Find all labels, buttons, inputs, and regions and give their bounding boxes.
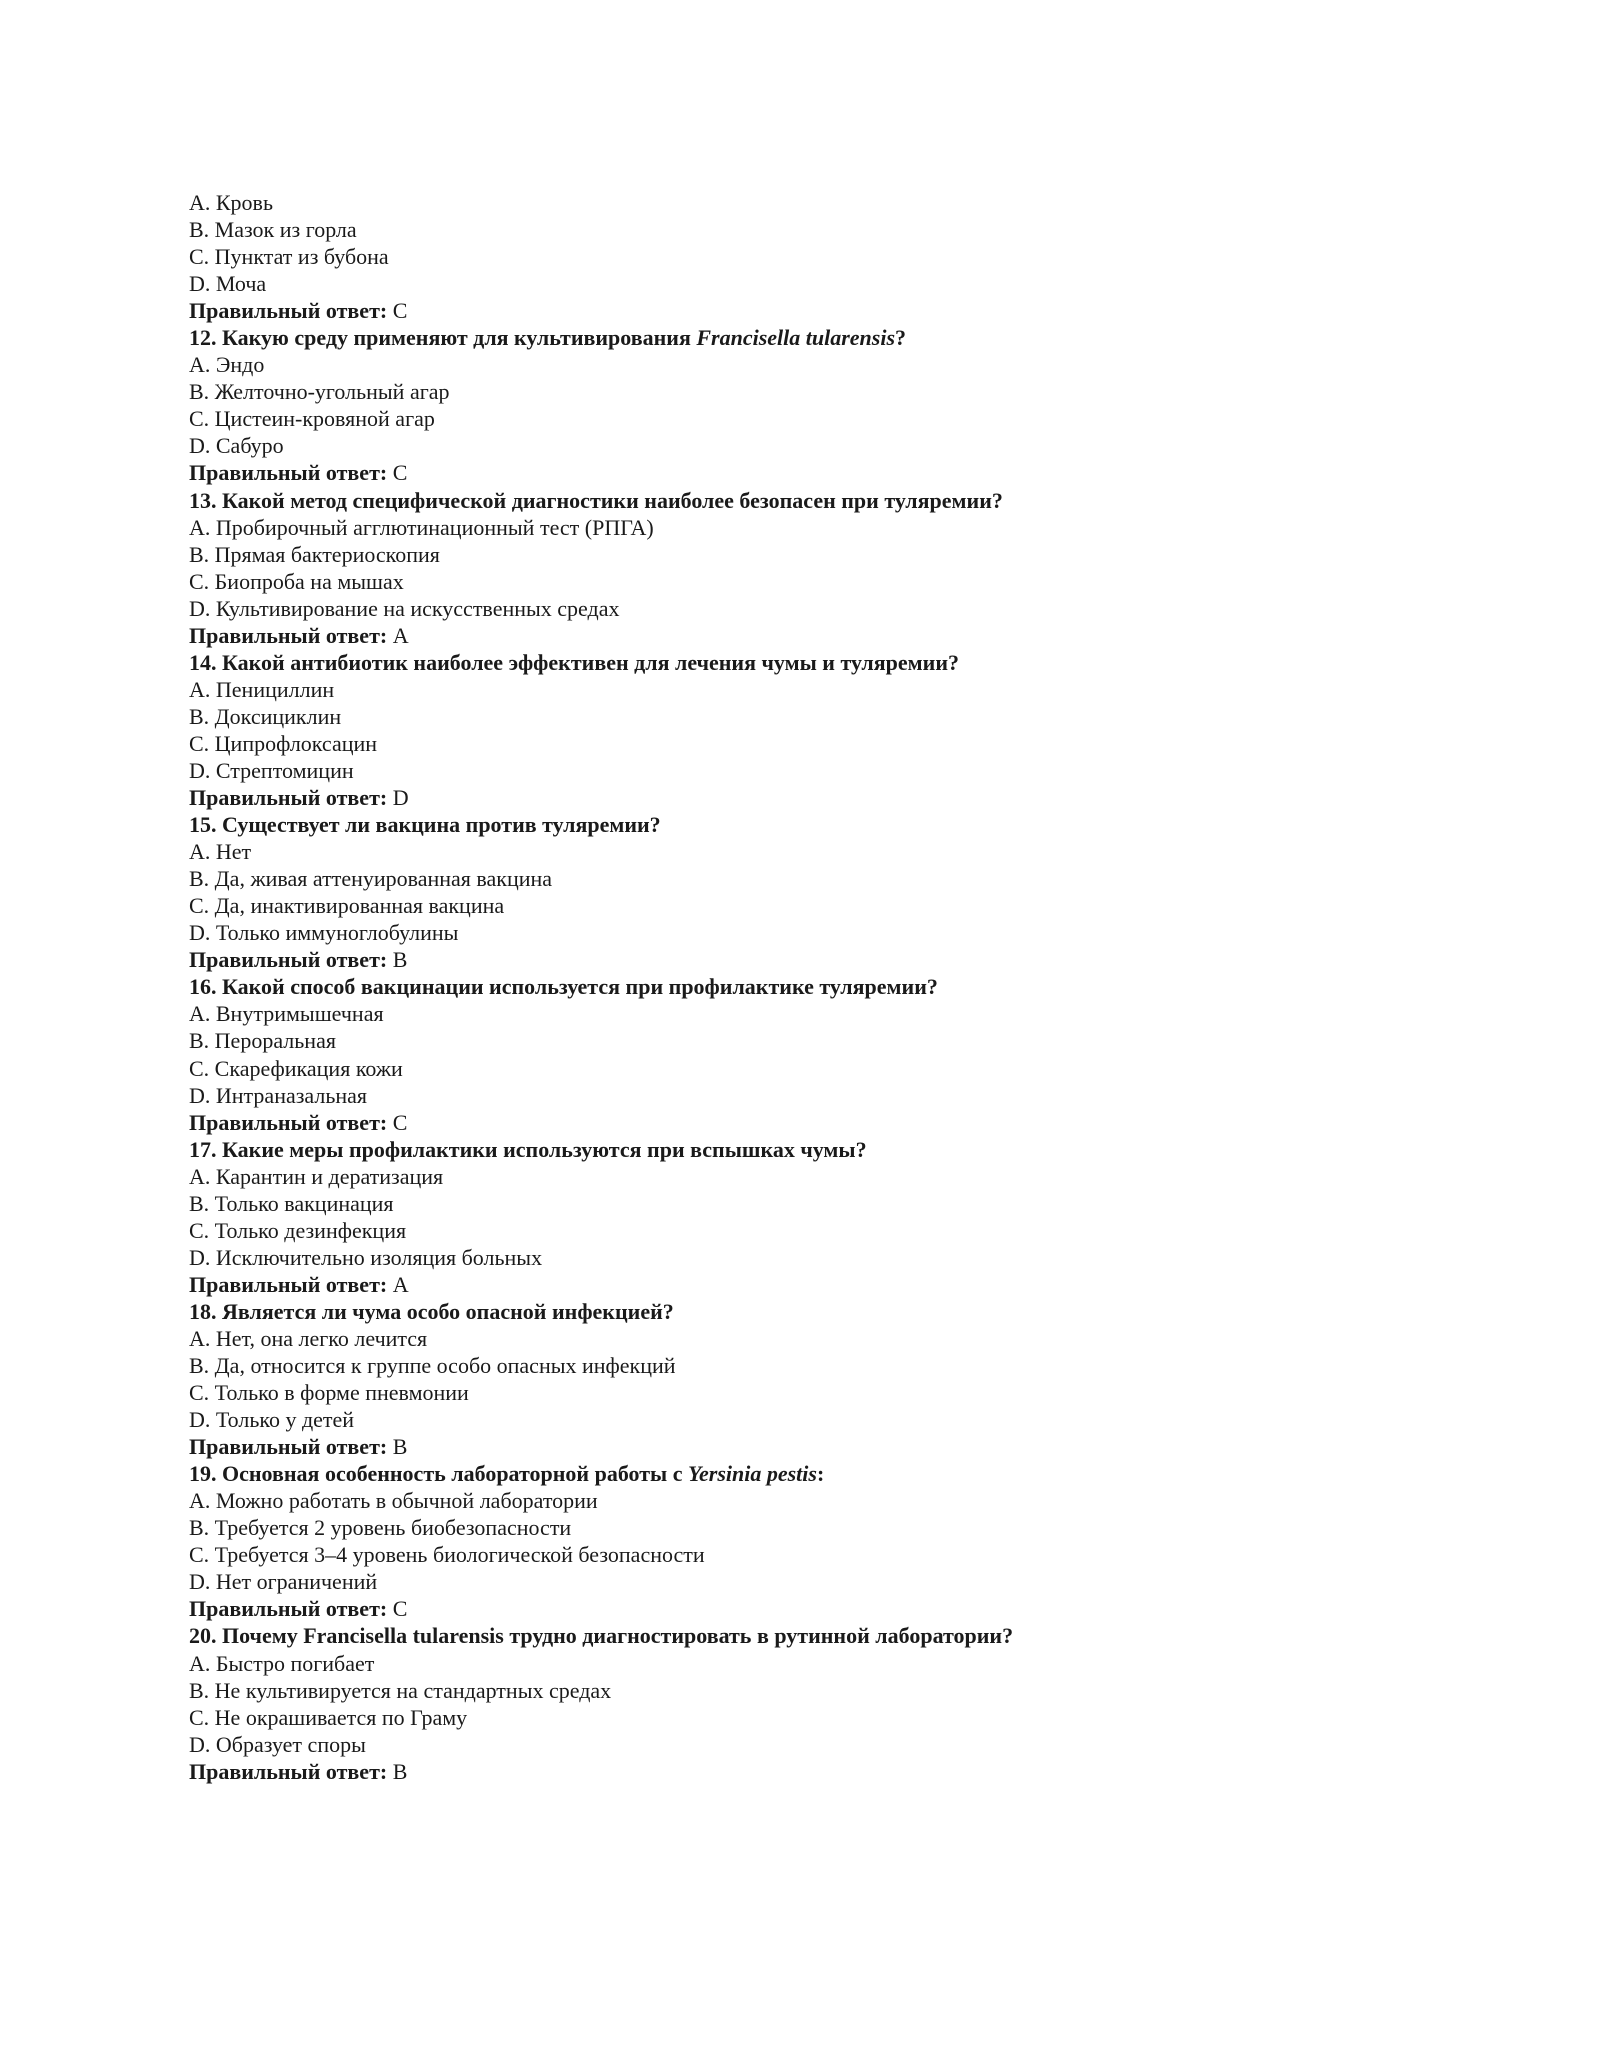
option-line: B. Требуется 2 уровень биобезопасности — [189, 1515, 572, 1541]
option-line: C. Биопроба на мышах — [189, 568, 404, 594]
question-lead-text: 16. Какой способ вакцинации используется при профилактике туляремии? — [189, 974, 938, 1000]
option-line: C. Скарефикация кожи — [189, 1055, 403, 1081]
answer-value: C — [392, 1109, 408, 1135]
quiz-content — [189, 189, 1419, 1785]
question-lead-text: 18. Является ли чума особо опасной инфекцией? — [189, 1298, 674, 1324]
option-line: D. Образует споры — [189, 1731, 366, 1757]
option-line: B. Да, живая аттенуированная вакцина — [189, 866, 553, 892]
answer-line — [189, 1595, 1419, 1622]
lead-block — [189, 189, 1419, 324]
option-line: B. Только вакцинация — [189, 1190, 394, 1216]
question-block — [189, 1136, 1419, 1298]
option-line: D. Сабуро — [189, 433, 284, 459]
question-punctuation: : — [816, 1461, 825, 1487]
question-text — [189, 1622, 1419, 1649]
option-line: D. Интраназальная — [189, 1082, 368, 1108]
question-text — [189, 1136, 1419, 1163]
answer-line — [189, 459, 1419, 486]
answer-label: Правильный ответ: — [189, 622, 388, 648]
option-line: B. Доксициклин — [189, 703, 342, 729]
answer-value: C — [392, 460, 408, 486]
option-line: D. Только у детей — [189, 1407, 355, 1433]
option-line: A. Можно работать в обычной лаборатории — [189, 1488, 598, 1514]
answer-value: B — [392, 947, 408, 973]
answer-value: C — [392, 1596, 408, 1622]
question-lead-text: 13. Какой метод специфической диагностики наиболее безопасен при туляремии? — [189, 487, 1003, 513]
question-block — [189, 324, 1419, 486]
question-block — [189, 1622, 1419, 1784]
option-line: C. Цистеин-кровяной агар — [189, 406, 435, 432]
answer-label: Правильный ответ: — [189, 460, 388, 486]
answer-label: Правильный ответ: — [189, 1271, 388, 1297]
question-block — [189, 1460, 1419, 1622]
question-text — [189, 487, 1419, 514]
option-line: B. Да, относится к группе особо опасных инфекций — [189, 1353, 676, 1379]
answer-line — [189, 784, 1419, 811]
option-line: C. Только дезинфекция — [189, 1217, 407, 1243]
option-line: D. Нет ограничений — [189, 1569, 378, 1595]
question-text — [189, 811, 1419, 838]
answer-label: Правильный ответ: — [189, 1109, 388, 1135]
answer-line — [189, 946, 1419, 973]
option-line: B. Мазок из горла — [189, 217, 357, 243]
option-line: D. Стрептомицин — [189, 757, 354, 783]
question-text — [189, 973, 1419, 1000]
question-lead-text: 14. Какой антибиотик наиболее эффективен для лечения чумы и туляремии? — [189, 649, 959, 675]
answer-value: C — [392, 298, 408, 324]
question-block — [189, 973, 1419, 1135]
option-line: D. Исключительно изоляция больных — [189, 1244, 543, 1270]
question-text — [189, 1298, 1419, 1325]
organism-name: Yersinia pestis — [688, 1461, 817, 1487]
organism-name: Francisella tularensis — [696, 325, 896, 351]
option-line: D. Культивирование на искусственных средах — [189, 595, 620, 621]
question-block — [189, 487, 1419, 649]
option-line: A. Внутримышечная — [189, 1001, 384, 1027]
question-text — [189, 324, 1419, 351]
answer-value: A — [392, 1271, 409, 1297]
answer-value: A — [392, 622, 409, 648]
answer-line — [189, 1271, 1419, 1298]
option-line: B. Пероральная — [189, 1028, 336, 1054]
option-line: C. Да, инактивированная вакцина — [189, 893, 505, 919]
option-line: C. Только в форме пневмонии — [189, 1380, 469, 1406]
option-line: B. Не культивируется на стандартных средах — [189, 1677, 612, 1703]
option-line: C. Требуется 3–4 уровень биологической безопасности — [189, 1542, 705, 1568]
option-line: A. Пенициллин — [189, 676, 335, 702]
question-text — [189, 649, 1419, 676]
answer-label: Правильный ответ: — [189, 1758, 388, 1784]
option-line: A. Эндо — [189, 352, 265, 378]
option-line: A. Пробирочный агглютинационный тест (РПГА) — [189, 514, 654, 540]
question-block — [189, 1298, 1419, 1460]
option-line: C. Не окрашивается по Граму — [189, 1704, 468, 1730]
question-lead-text: 17. Какие меры профилактики используются при вспышках чумы? — [189, 1136, 867, 1162]
option-line: B. Желточно-угольный агар — [189, 379, 450, 405]
question-lead-text: 19. Основная особенность лабораторной работы с — [189, 1461, 688, 1487]
answer-line — [189, 1758, 1419, 1785]
question-lead-text: 15. Существует ли вакцина против туляремии? — [189, 812, 661, 838]
answer-label: Правильный ответ: — [189, 1596, 388, 1622]
answer-label: Правильный ответ: — [189, 1434, 388, 1460]
question-text — [189, 1460, 1419, 1487]
question-lead-text: 20. Почему Francisella tularensis трудно диагностировать в рутинной лаборатории? — [189, 1623, 1014, 1649]
option-line: C. Ципрофлоксацин — [189, 730, 378, 756]
option-line: A. Карантин и дератизация — [189, 1163, 444, 1189]
answer-label: Правильный ответ: — [189, 298, 388, 324]
question-lead-text: 12. Какую среду применяют для культивирования — [189, 325, 697, 351]
option-line: A. Быстро погибает — [189, 1650, 375, 1676]
answer-line — [189, 622, 1419, 649]
question-block — [189, 811, 1419, 973]
answer-value: B — [392, 1434, 408, 1460]
answer-value: B — [392, 1758, 408, 1784]
answer-line — [189, 1433, 1419, 1460]
questions-list — [189, 324, 1419, 1785]
option-line: B. Прямая бактериоскопия — [189, 541, 440, 567]
option-line: A. Нет, она легко лечится — [189, 1325, 428, 1351]
question-punctuation: ? — [895, 325, 907, 351]
question-block — [189, 649, 1419, 811]
answer-value: D — [392, 785, 409, 811]
option-line: A. Нет — [189, 839, 252, 865]
answer-line — [189, 297, 1419, 324]
answer-label: Правильный ответ: — [189, 947, 388, 973]
option-line: C. Пунктат из бубона — [189, 244, 389, 270]
option-line: D. Моча — [189, 271, 267, 297]
option-line: D. Только иммуноглобулины — [189, 920, 459, 946]
answer-label: Правильный ответ: — [189, 785, 388, 811]
answer-line — [189, 1109, 1419, 1136]
option-line: A. Кровь — [189, 190, 273, 215]
